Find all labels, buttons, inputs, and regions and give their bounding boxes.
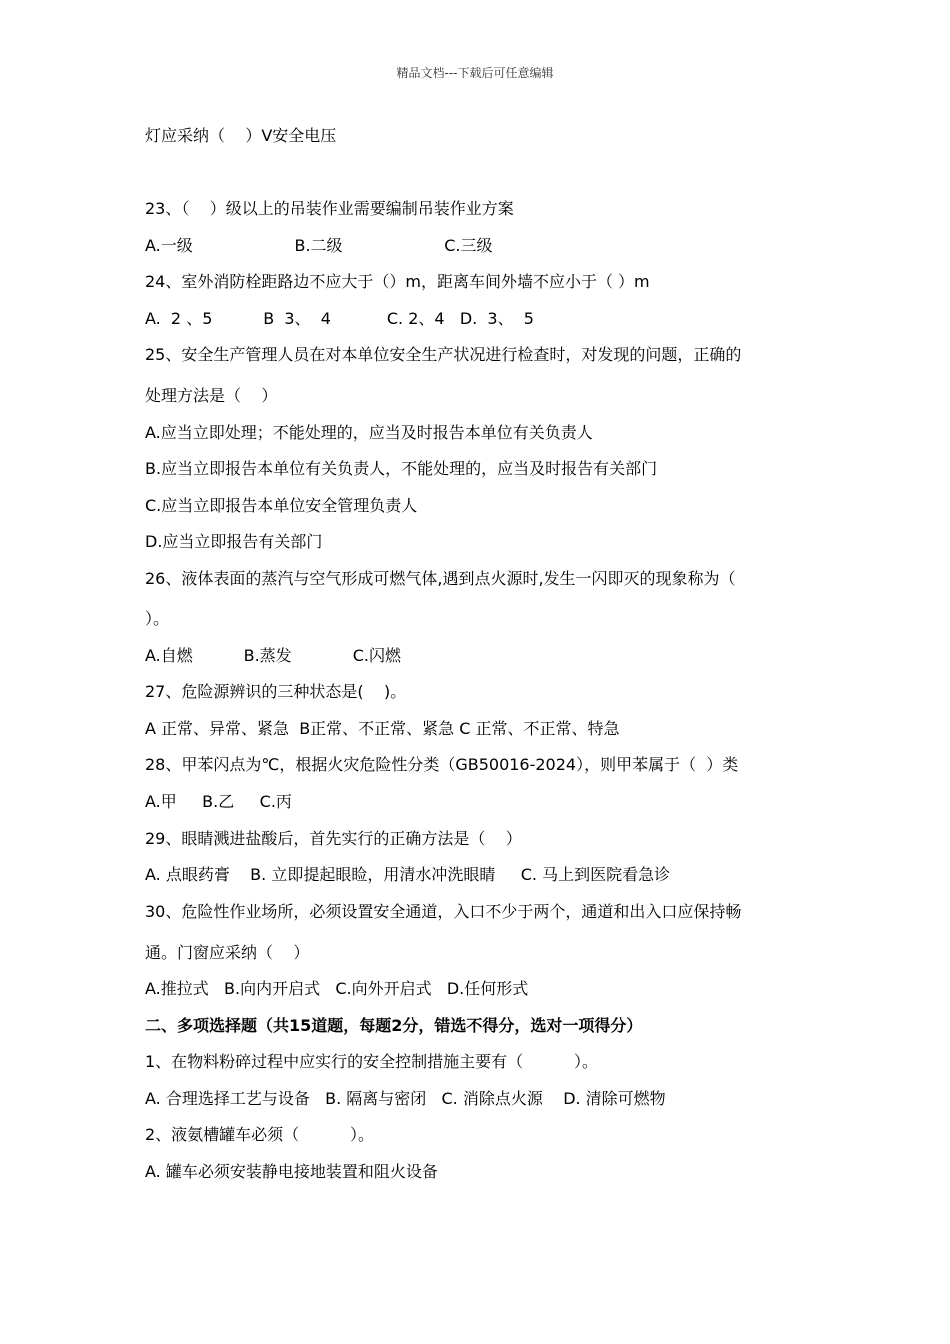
option-line: A.一级 B.二级 C.三级 (145, 236, 493, 255)
option-line: A. 点眼药膏 B. 立即提起眼睑，用清水冲洗眼睛 C. 马上到医院看急诊 (145, 865, 671, 884)
option-line: A. 合理选择工艺与设备 B. 隔离与密闭 C. 消除点火源 D. 清除可燃物 (145, 1089, 666, 1108)
option-line: A.自燃 B.蒸发 C.闪燃 (145, 646, 401, 665)
question-line: 24、室外消防栓距路边不应大于（）m，距离车间外墙不应小于（ ）m (145, 272, 650, 291)
option-line: A.甲 B.乙 C.丙 (145, 792, 292, 811)
question-line: 通。门窗应采纳（ ） (145, 943, 310, 962)
option-line: A 正常、异常、紧急 B正常、不正常、紧急 C 正常、不正常、特急 (145, 719, 620, 738)
option-line: D.应当立即报告有关部门 (145, 532, 323, 551)
question-line: 28、甲苯闪点为℃，根据火灾危险性分类（GB50016-2024），则甲苯属于（ ）类 (145, 755, 739, 774)
option-line: A. 罐车必须安装静电接地装置和阻火设备 (145, 1162, 438, 1181)
question-line: 23、（ ）级以上的吊装作业需要编制吊装作业方案 (145, 199, 514, 218)
question-line: 30、危险性作业场所，必须设置安全通道，入口不少于两个，通道和出入口应保持畅 (145, 902, 742, 921)
option-line: C.应当立即报告本单位安全管理负责人 (145, 496, 418, 515)
option-line: A.应当立即处理；不能处理的，应当及时报告本单位有关负责人 (145, 423, 593, 442)
section-heading: 二、多项选择题（共15道题，每题2分，错选不得分，选对一项得分） (145, 1016, 643, 1035)
option-line: B.应当立即报告本单位有关负责人，不能处理的，应当及时报告有关部门 (145, 459, 658, 478)
question-line: 26、液体表面的蒸汽与空气形成可燃气体,遇到点火源时,发生一闪即灭的现象称为（ (145, 569, 736, 588)
question-line: 25、安全生产管理人员在对本单位安全生产状况进行检查时，对发现的问题，正确的 (145, 345, 742, 364)
question-line: 2、液氨槽罐车必须（ ）。 (145, 1125, 375, 1144)
question-line: ）。 (145, 609, 170, 628)
page-header: 精品文档---下载后可任意编辑 (396, 66, 554, 80)
question-line: 处理方法是（ ） (145, 386, 278, 405)
question-line: 1、在物料粉碎过程中应实行的安全控制措施主要有（ ）。 (145, 1052, 599, 1071)
question-line: 29、眼睛溅进盐酸后，首先实行的正确方法是（ ） (145, 829, 522, 848)
question-line: 灯应采纳（ ）V安全电压 (145, 126, 337, 145)
option-line: A. 2 、5 B 3、 4 C. 2、4 D. 3、 5 (145, 309, 534, 328)
question-line: 27、危险源辨识的三种状态是( )。 (145, 682, 407, 701)
option-line: A.推拉式 B.向内开启式 C.向外开启式 D.任何形式 (145, 979, 529, 998)
